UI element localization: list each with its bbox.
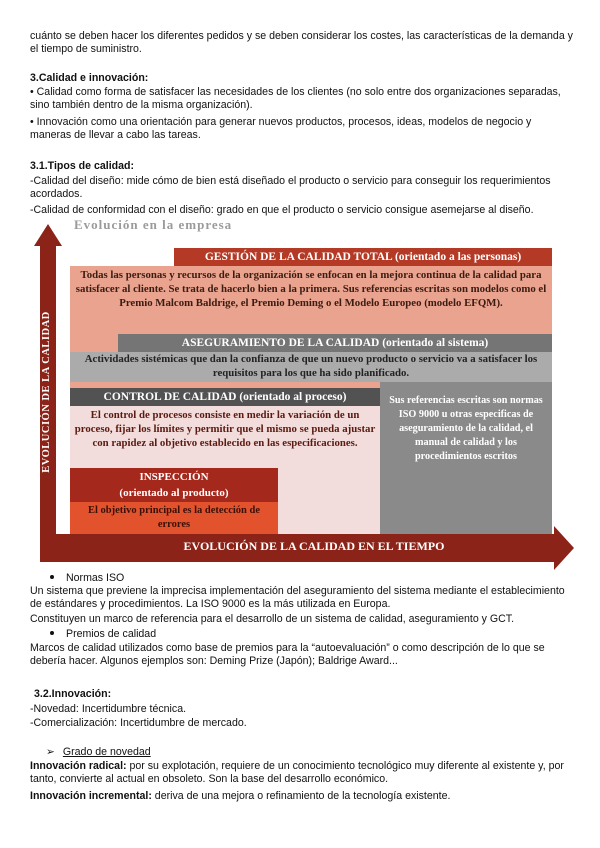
innovacion-incremental-text: deriva de una mejora o refinamiento de la tecnología existente. [151, 790, 451, 802]
aseguramiento-text: Actividades sistémicas que dan la confianza de que un nuevo producto o servicio va a satisfacer los requisitos para los que ha sido planificado. [84, 353, 538, 379]
y-axis-label: EVOLUCIÓN DE LA CALIDAD [41, 311, 52, 473]
inspeccion-title-line-1: INSPECCIÓN [139, 471, 209, 483]
calidad-conformidad-line: -Calidad de conformidad con el diseño: grado en que el producto o servicio consigue asemejarse al diseño. [30, 204, 534, 216]
gestion-total-title: GESTIÓN DE LA CALIDAD TOTAL (orientado a las personas) [174, 248, 552, 266]
calidad-diseno-line: -Calidad del diseño: mide cómo de bien está diseñado el producto o servicio para conseguir los requerimientos acordados. [30, 175, 551, 201]
bullet-dot-icon [50, 631, 54, 635]
section-3-bullet-2: • Innovación como una orientación para generar nuevos productos, procesos, ideas, modelos de negocio y maneras de llevar a cabo las tareas. [30, 116, 532, 142]
control-title: CONTROL DE CALIDAD (orientado al proceso) [70, 388, 380, 406]
x-axis-label: EVOLUCIÓN DE LA CALIDAD EN EL TIEMPO [183, 539, 445, 553]
innovacion-incremental-paragraph [30, 790, 574, 803]
inspeccion-text: El objetivo principal es la detección de errores [87, 505, 261, 530]
referencias-text: Sus referencias escritas son normas ISO 9000 u otras especificas de aseguramiento de la calidad, el manual de calidad y los procedimientos escritos [389, 395, 543, 462]
normas-iso-line-2: Constituyen un marco de referencia para el desarrollo de un sistema de calidad, aseguramiento y GCT. [30, 613, 515, 625]
aseguramiento-title: ASEGURAMIENTO DE LA CALIDAD (orientado al sistema) [118, 334, 552, 352]
premios-text: Marcos de calidad utilizados como base de premios para la “autoevaluación” o como descripción de lo que se debería hacer. Algunos ejemplos son: Deming Prize (Japón); Baldrige Award... [30, 642, 545, 668]
quality-evolution-diagram [34, 218, 574, 570]
innovacion-incremental-label: Innovación incremental: [30, 790, 152, 802]
normas-iso-line-1: Un sistema que previene la imprecisa implementación del aseguramiento del sistema mediante el establecimiento de estándares y procedimientos. La ISO 9000 es la más utilizada en Europa. [30, 585, 565, 611]
bullet-dot-icon [50, 575, 54, 579]
grado-novedad-label: Grado de novedad [62, 746, 151, 758]
innovacion-radical-paragraph [30, 760, 574, 786]
premios-bullet [30, 628, 574, 641]
section-3-heading: 3.Calidad e innovación: [30, 72, 149, 84]
arrow-bullet-icon: ➢ [46, 746, 55, 758]
control-text: El control de procesos consiste en medir la variación de un proceso, fijar los límites y permitir que el mismo se pueda ajustar con rapidez al objetivo establecido en las especificaciones. [74, 409, 376, 449]
normas-iso-label: Normas ISO [66, 572, 125, 584]
novedad-line: -Novedad: Incertidumbre técnica. [30, 703, 187, 715]
intro-paragraph: cuánto se deben hacer los diferentes pedidos y se deben considerar los costes, las características de la demanda y el tiempo de suministro. [30, 30, 573, 56]
section-3-2-heading: 3.2.Innovación: [34, 688, 112, 700]
innovacion-radical-text: por su explotación, requiere de un conocimiento tecnológico muy diferente al existente y, por tanto, convierte al actual en obsoleto. Son la base del desarrollo económico. [30, 760, 564, 786]
premios-label: Premios de calidad [66, 628, 157, 640]
diagram-top-title: Evolución en la empresa [74, 218, 233, 232]
section-3-1-heading: 3.1.Tipos de calidad: [30, 160, 135, 172]
innovacion-radical-label: Innovación radical: [30, 760, 127, 772]
section-3-bullet-1: • Calidad como forma de satisfacer las necesidades de los clientes (no solo entre dos organizaciones separadas, sino también dentro de la misma organización). [30, 86, 561, 112]
inspeccion-title [70, 468, 278, 502]
grado-novedad-row [30, 746, 574, 759]
normas-iso-bullet [30, 572, 574, 585]
comercializacion-line: -Comercialización: Incertidumbre de mercado. [30, 717, 247, 729]
inspeccion-title-line-2: (orientado al producto) [119, 487, 229, 499]
gestion-total-text: Todas las personas y recursos de la organización se enfocan en la mejora continua de la calidad para satisfacer al cliente. Se trata de hacerlo bien a la primera. Sus referencias escritas son modelos como el Premio Malcom Baldrige, el Premio Deming o el Modelo Europeo (modelo EFQM). [75, 269, 547, 309]
